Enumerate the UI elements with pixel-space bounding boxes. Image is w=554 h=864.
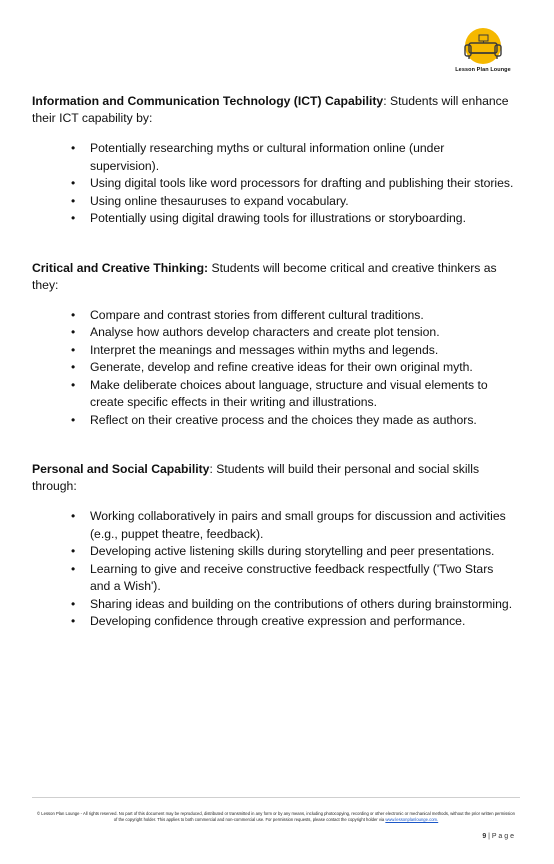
copyright-text: © Lesson Plan Lounge - All rights reserved. No part of this document may be reproduced, distributed or transmitted in any form or by any means, including photocopying, recording or other electronic or mechanical methods, without the prior written permission of the copyright holder. This applies to both commercial and non-commercial use. For permission requests, please contact the copyright holder via	[37, 811, 515, 822]
list-item	[71, 543, 522, 561]
bullet-list	[32, 508, 522, 631]
lesson-plan-lounge-logo	[451, 26, 515, 78]
list-item-text: Potentially researching myths or cultural information online (under supervision).	[90, 141, 445, 173]
page-number	[482, 833, 514, 840]
section-heading: Personal and Social Capability	[32, 462, 210, 476]
ict-capability-section	[32, 93, 522, 228]
bullet-icon: •	[71, 342, 76, 357]
bullet-icon: •	[71, 561, 76, 576]
sofa-logo-icon	[451, 26, 515, 68]
list-item	[71, 342, 522, 360]
list-item	[71, 307, 522, 325]
footer-divider	[32, 797, 520, 798]
bullet-icon: •	[71, 614, 76, 628]
bullet-icon: •	[71, 193, 76, 208]
list-item-text: Generate, develop and refine creative ideas for their own original myth.	[90, 360, 473, 374]
bullet-icon: •	[71, 307, 76, 322]
list-item	[71, 508, 522, 543]
section-intro-text: : Students will enhance their ICT capability by:	[32, 94, 509, 125]
list-item	[71, 324, 522, 342]
section-intro	[32, 461, 522, 495]
bullet-icon: •	[71, 325, 76, 339]
list-item-text: Using online thesauruses to expand vocabulary.	[90, 193, 349, 208]
page-number-value: 9	[482, 833, 487, 840]
section-heading: Information and Communication Technology (ICT) Capability	[32, 94, 384, 108]
list-item-text: Sharing ideas and building on the contributions of others during brainstorming.	[90, 596, 513, 611]
bullet-icon: •	[71, 509, 76, 523]
list-item-text: Interpret the meanings and messages within myths and legends.	[90, 342, 439, 357]
list-item-text: Potentially using digital drawing tools for illustrations or storyboarding.	[90, 211, 466, 225]
bullet-icon: •	[71, 544, 76, 558]
website-link[interactable]: www.lessonplanlounge.com.	[385, 817, 439, 822]
list-item-text: Using digital tools like word processors for drafting and publishing their stories.	[90, 176, 514, 190]
personal-social-capability-section	[32, 461, 522, 631]
bullet-icon: •	[71, 596, 76, 611]
bullet-icon: •	[71, 377, 76, 392]
list-item-text: Compare and contrast stories from different cultural traditions.	[90, 307, 424, 322]
logo-text: Lesson Plan Lounge	[455, 67, 511, 73]
list-item	[71, 193, 522, 211]
list-item	[71, 561, 522, 596]
list-item	[71, 377, 522, 412]
list-item-text: Developing confidence through creative expression and performance.	[90, 614, 466, 628]
bullet-list	[32, 307, 522, 430]
list-item	[71, 596, 522, 614]
footer-copyright	[36, 811, 516, 823]
list-item-text: Learning to give and receive constructive feedback respectfully ('Two Stars and a Wish').	[90, 561, 494, 593]
critical-creative-thinking-section	[32, 260, 522, 430]
list-item	[71, 359, 522, 377]
section-intro	[32, 93, 522, 127]
section-heading: Critical and Creative Thinking:	[32, 260, 209, 275]
bullet-icon: •	[71, 211, 76, 225]
section-intro-text: : Students will build their personal and social skills through:	[32, 462, 480, 493]
bullet-icon: •	[71, 141, 76, 155]
bullet-icon: •	[71, 412, 76, 427]
page-label: | P a g e	[488, 833, 514, 840]
list-item-text: Reflect on their creative process and the choices they made as authors.	[90, 412, 477, 427]
list-item-text: Working collaboratively in pairs and small groups for discussion and activities (e.g., puppet theatre, feedback).	[90, 509, 506, 541]
list-item	[71, 613, 522, 631]
section-intro-text: Students will become critical and creative thinkers as they:	[32, 260, 497, 292]
list-item-text: Make deliberate choices about language, structure and visual elements to create specific effects in their writing and illustrations.	[90, 377, 488, 409]
bullet-list	[32, 140, 522, 228]
list-item	[71, 412, 522, 430]
bullet-icon: •	[71, 176, 76, 190]
document-body	[32, 93, 522, 631]
bullet-icon: •	[71, 360, 76, 374]
list-item-text: Developing active listening skills during storytelling and peer presentations.	[90, 544, 495, 558]
list-item	[71, 210, 522, 228]
list-item	[71, 175, 522, 193]
list-item	[71, 140, 522, 175]
list-item-text: Analyse how authors develop characters and create plot tension.	[90, 325, 440, 339]
section-intro	[32, 260, 522, 294]
